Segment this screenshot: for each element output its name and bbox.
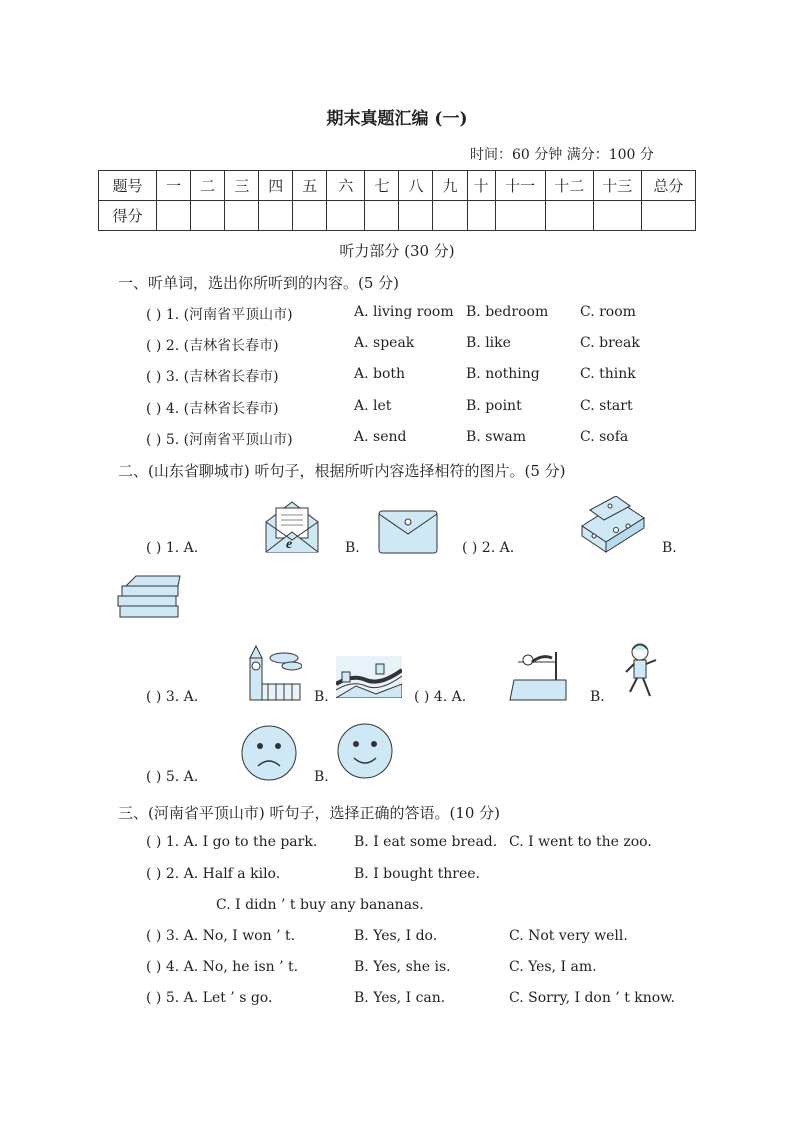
- happy-face-picture: [336, 722, 394, 780]
- section1-heading: 一、听单词，选出你所听到的内容。(5 分): [118, 274, 400, 292]
- books-picture: [116, 574, 182, 620]
- table-cell: 八: [399, 171, 433, 201]
- s3-q5-option-b: B. Yes, I can.: [354, 990, 446, 1006]
- s3-q3-option-b: B. Yes, I do.: [354, 928, 438, 944]
- sad-face-picture: [240, 724, 298, 782]
- s3-q1-number: ( ) 1. A. I go to the park.: [146, 834, 318, 850]
- score-input-cell[interactable]: [157, 201, 191, 231]
- score-input-cell[interactable]: [327, 201, 365, 231]
- s1-q3-option-b: B. nothing: [466, 366, 540, 382]
- score-input-cell[interactable]: [593, 201, 641, 231]
- s1-q4-number: ( ) 4. (吉林省长春市): [146, 401, 279, 417]
- letter-envelope-picture: [378, 510, 438, 554]
- s1-q1-option-a: A. living room: [354, 304, 454, 320]
- score-table-score-row: [99, 201, 696, 231]
- table-cell: 二: [191, 171, 225, 201]
- score-input-cell[interactable]: [191, 201, 225, 231]
- score-table-header-row: [99, 171, 696, 201]
- table-cell: 总分: [641, 171, 695, 201]
- section2-heading: 二、(山东省聊城市) 听句子，根据所听内容选择相符的图片。(5 分): [118, 462, 566, 480]
- table-cell: 七: [365, 171, 399, 201]
- score-input-cell[interactable]: [545, 201, 593, 231]
- s1-q4-option-b: B. point: [466, 398, 522, 414]
- s3-q1-option-b: B. I eat some bread.: [354, 834, 498, 850]
- cheese-picture: [580, 496, 646, 554]
- s1-q5-option-c: C. sofa: [580, 429, 629, 445]
- s2-q5-number: ( ) 5. A.: [146, 769, 199, 785]
- section3-heading: 三、(河南省平顶山市) 听句子，选择正确的答语。(10 分): [118, 804, 501, 822]
- s3-q4-option-c: C. Yes, I am.: [509, 959, 597, 975]
- score-input-cell[interactable]: [225, 201, 259, 231]
- s1-q3-option-c: C. think: [580, 366, 636, 382]
- s1-q1-option-c: C. room: [580, 304, 636, 320]
- table-cell: 十一: [495, 171, 545, 201]
- s3-q5-option-c: C. Sorry, I don ’ t know.: [509, 990, 675, 1006]
- s2-q4-number: ( ) 4. A.: [414, 689, 467, 705]
- s1-q3-number: ( ) 3. (吉林省长春市): [146, 369, 279, 385]
- table-cell: 一: [157, 171, 191, 201]
- score-input-cell[interactable]: [433, 201, 467, 231]
- s2-q3-number: ( ) 3. A.: [146, 689, 199, 705]
- table-cell: 四: [259, 171, 293, 201]
- s1-q4-option-c: C. start: [580, 398, 633, 414]
- score-input-cell[interactable]: [641, 201, 695, 231]
- s3-q3-option-c: C. Not very well.: [509, 928, 628, 944]
- table-cell: 题号: [99, 171, 157, 201]
- table-cell: 十二: [545, 171, 593, 201]
- table-cell: 得分: [99, 201, 157, 231]
- table-cell: 九: [433, 171, 467, 201]
- s3-q2-option-c: C. I didn ’ t buy any bananas.: [216, 897, 424, 913]
- svg-text:e: e: [286, 537, 293, 552]
- s3-q4-number: ( ) 4. A. No, he isn ’ t.: [146, 959, 299, 975]
- great-wall-picture: [336, 656, 402, 698]
- time-info: 时间：60 分钟 满分：100 分: [470, 147, 654, 163]
- s3-q2-option-b: B. I bought three.: [354, 866, 480, 882]
- s3-q1-option-c: C. I went to the zoo.: [509, 834, 652, 850]
- score-input-cell[interactable]: [259, 201, 293, 231]
- table-cell: 十: [467, 171, 495, 201]
- score-input-cell[interactable]: [399, 201, 433, 231]
- s3-q4-option-b: B. Yes, she is.: [354, 959, 451, 975]
- s2-q3-b-label: B.: [314, 689, 329, 705]
- s1-q1-number: ( ) 1. (河南省平顶山市): [146, 307, 293, 323]
- s1-q5-option-a: A. send: [354, 429, 407, 445]
- s2-q1-b-label: B.: [345, 540, 360, 556]
- page-title: 期末真题汇编 (一): [326, 109, 468, 129]
- s2-q2-b-label: B.: [662, 540, 677, 556]
- high-jump-picture: [508, 646, 568, 702]
- score-table: [98, 170, 696, 231]
- score-input-cell[interactable]: [365, 201, 399, 231]
- s1-q5-option-b: B. swam: [466, 429, 526, 445]
- s1-q5-number: ( ) 5. (河南省平顶山市): [146, 432, 293, 448]
- s3-q3-number: ( ) 3. A. No, I won ’ t.: [146, 928, 296, 944]
- s1-q3-option-a: A. both: [354, 366, 406, 382]
- s3-q2-number: ( ) 2. A. Half a kilo.: [146, 866, 281, 882]
- running-girl-picture: [624, 640, 662, 702]
- s3-q5-number: ( ) 5. A. Let ’ s go.: [146, 990, 273, 1006]
- s2-q2-number: ( ) 2. A.: [462, 540, 515, 556]
- score-input-cell[interactable]: [495, 201, 545, 231]
- table-cell: 三: [225, 171, 259, 201]
- table-cell: 六: [327, 171, 365, 201]
- s1-q2-number: ( ) 2. (吉林省长春市): [146, 338, 279, 354]
- email-envelope-picture: [264, 500, 320, 554]
- listening-header: 听力部分 (30 分): [339, 242, 455, 260]
- big-ben-picture: [238, 644, 302, 702]
- score-input-cell[interactable]: [293, 201, 327, 231]
- s2-q1-number: ( ) 1. A.: [146, 540, 199, 556]
- s1-q4-option-a: A. let: [354, 398, 392, 414]
- table-cell: 十三: [593, 171, 641, 201]
- s2-q4-b-label: B.: [590, 689, 605, 705]
- score-input-cell[interactable]: [467, 201, 495, 231]
- s1-q2-option-a: A. speak: [354, 335, 415, 351]
- s2-q5-b-label: B.: [314, 769, 329, 785]
- table-cell: 五: [293, 171, 327, 201]
- s1-q2-option-b: B. like: [466, 335, 511, 351]
- s1-q2-option-c: C. break: [580, 335, 640, 351]
- s1-q1-option-b: B. bedroom: [466, 304, 549, 320]
